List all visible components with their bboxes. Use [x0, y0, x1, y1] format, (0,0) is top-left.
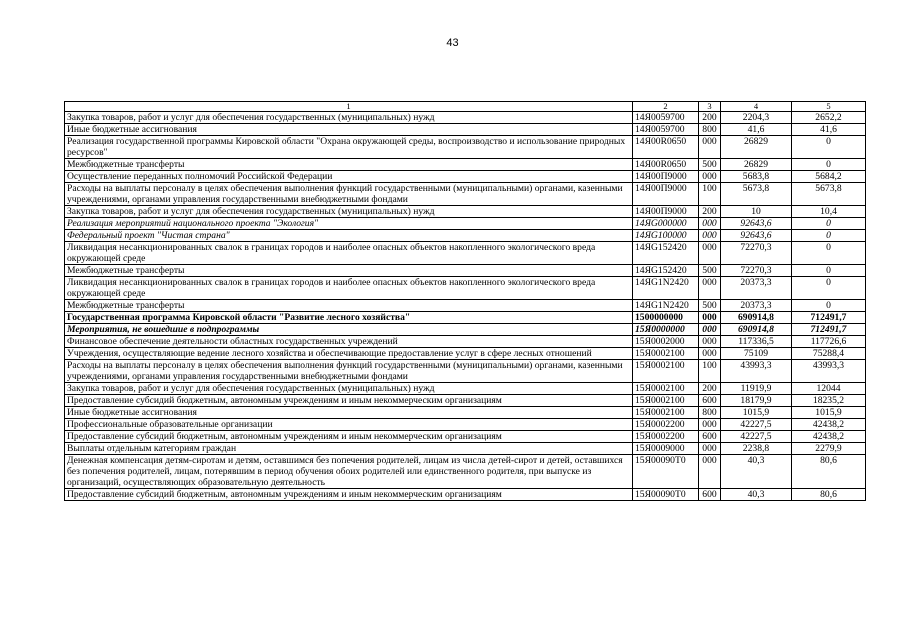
table-row	[65, 136, 866, 159]
row-code-cell: 14Я00R0650	[633, 159, 699, 171]
row-name-cell: Учреждения, осуществляющие ведение лесного хозяйства и обеспечивающие предоставление услуг в сфере лесных отношений	[65, 348, 633, 360]
row-value-2019-cell: 92643,6	[721, 230, 792, 242]
row-type-cell: 000	[699, 136, 721, 159]
row-value-2020-cell: 0	[792, 136, 866, 159]
row-value-2020-cell: 0	[792, 159, 866, 171]
column-header-3: 3	[699, 102, 721, 112]
row-name-cell: Межбюджетные трансферты	[65, 300, 633, 312]
row-value-2019-cell: 26829	[721, 159, 792, 171]
table-row	[65, 383, 866, 395]
row-type-cell: 500	[699, 159, 721, 171]
table-row	[65, 324, 866, 336]
column-header-1: 1	[65, 102, 633, 112]
table-row	[65, 443, 866, 455]
row-value-2019-cell: 5683,8	[721, 171, 792, 183]
row-type-cell: 800	[699, 124, 721, 136]
row-value-2019-cell: 43993,3	[721, 360, 792, 383]
row-code-cell: 15Я0002100	[633, 407, 699, 419]
row-value-2019-cell: 75109	[721, 348, 792, 360]
row-code-cell: 15Я00090Т0	[633, 455, 699, 489]
table-row	[65, 265, 866, 277]
row-code-cell: 15Я0002100	[633, 395, 699, 407]
row-code-cell: 15Я0000000	[633, 324, 699, 336]
row-value-2019-cell: 42227,5	[721, 431, 792, 443]
row-value-2019-cell: 690914,8	[721, 324, 792, 336]
row-type-cell: 600	[699, 431, 721, 443]
row-type-cell: 000	[699, 455, 721, 489]
row-value-2020-cell: 75288,4	[792, 348, 866, 360]
row-value-2020-cell: 2652,2	[792, 112, 866, 124]
table-row	[65, 336, 866, 348]
row-name-cell: Закупка товаров, работ и услуг для обеспечения государственных (муниципальных) нужд	[65, 112, 633, 124]
row-name-cell: Мероприятия, не вошедшие в подпрограммы	[65, 324, 633, 336]
row-value-2020-cell: 1015,9	[792, 407, 866, 419]
row-code-cell: 14Я0059700	[633, 112, 699, 124]
row-type-cell: 000	[699, 348, 721, 360]
row-code-cell: 14ЯG1N2420	[633, 300, 699, 312]
row-name-cell: Реализация государственной программы Кировской области "Охрана окружающей среды, воспроизводство и использование природных ресурсов"	[65, 136, 633, 159]
column-header-5: 5	[792, 102, 866, 112]
row-code-cell: 14Я0059700	[633, 124, 699, 136]
row-name-cell: Закупка товаров, работ и услуг для обеспечения государственных (муниципальных) нужд	[65, 206, 633, 218]
table-row	[65, 300, 866, 312]
row-code-cell: 15Я00090Т0	[633, 489, 699, 501]
row-value-2020-cell: 41,6	[792, 124, 866, 136]
row-value-2020-cell: 0	[792, 265, 866, 277]
row-value-2020-cell: 12044	[792, 383, 866, 395]
row-value-2019-cell: 40,3	[721, 489, 792, 501]
row-code-cell: 15Я0002100	[633, 383, 699, 395]
row-name-cell: Иные бюджетные ассигнования	[65, 407, 633, 419]
row-code-cell: 14Я00R0650	[633, 136, 699, 159]
row-value-2020-cell: 0	[792, 218, 866, 230]
row-value-2019-cell: 20373,3	[721, 277, 792, 300]
row-code-cell: 1500000000	[633, 312, 699, 324]
row-value-2020-cell: 42438,2	[792, 419, 866, 431]
row-value-2020-cell: 10,4	[792, 206, 866, 218]
row-type-cell: 200	[699, 206, 721, 218]
row-name-cell: Ликвидация несанкционированных свалок в границах городов и наиболее опасных объектов накопленного экологического вреда окружающей среде	[65, 242, 633, 265]
row-code-cell: 15Я0002100	[633, 360, 699, 383]
table-row	[65, 348, 866, 360]
row-value-2020-cell: 0	[792, 300, 866, 312]
table-row	[65, 360, 866, 383]
row-value-2020-cell: 80,6	[792, 455, 866, 489]
row-type-cell: 000	[699, 171, 721, 183]
row-value-2019-cell: 20373,3	[721, 300, 792, 312]
row-name-cell: Закупка товаров, работ и услуг для обеспечения государственных (муниципальных) нужд	[65, 383, 633, 395]
table-row	[65, 112, 866, 124]
row-value-2020-cell: 0	[792, 242, 866, 265]
row-value-2019-cell: 40,3	[721, 455, 792, 489]
row-code-cell: 14Я00П9000	[633, 171, 699, 183]
row-code-cell: 14Я00П9000	[633, 183, 699, 206]
row-value-2020-cell: 18235,2	[792, 395, 866, 407]
table-row	[65, 124, 866, 136]
table-row	[65, 171, 866, 183]
row-value-2020-cell: 43993,3	[792, 360, 866, 383]
row-code-cell: 14ЯG1N2420	[633, 277, 699, 300]
row-type-cell: 000	[699, 443, 721, 455]
row-value-2019-cell: 18179,9	[721, 395, 792, 407]
row-type-cell: 000	[699, 230, 721, 242]
row-name-cell: Реализация мероприятий национального проекта "Экология"	[65, 218, 633, 230]
row-type-cell: 000	[699, 242, 721, 265]
row-value-2020-cell: 80,6	[792, 489, 866, 501]
row-type-cell: 800	[699, 407, 721, 419]
table-row	[65, 395, 866, 407]
row-name-cell: Межбюджетные трансферты	[65, 159, 633, 171]
row-value-2019-cell: 2204,3	[721, 112, 792, 124]
table-row	[65, 455, 866, 489]
row-code-cell: 14ЯG100000	[633, 230, 699, 242]
row-type-cell: 500	[699, 265, 721, 277]
row-name-cell: Выплаты отдельным категориям граждан	[65, 443, 633, 455]
row-code-cell: 15Я0009000	[633, 443, 699, 455]
row-type-cell: 100	[699, 360, 721, 383]
row-type-cell: 000	[699, 312, 721, 324]
row-name-cell: Предоставление субсидий бюджетным, автономным учреждениям и иным некоммерческим организациям	[65, 395, 633, 407]
row-type-cell: 500	[699, 300, 721, 312]
row-value-2020-cell: 2279,9	[792, 443, 866, 455]
table-row	[65, 230, 866, 242]
row-value-2019-cell: 690914,8	[721, 312, 792, 324]
row-value-2020-cell: 117726,6	[792, 336, 866, 348]
column-header-2: 2	[633, 102, 699, 112]
row-value-2020-cell: 0	[792, 230, 866, 242]
row-name-cell: Финансовое обеспечение деятельности областных государственных учреждений	[65, 336, 633, 348]
row-code-cell: 15Я0002200	[633, 431, 699, 443]
row-value-2019-cell: 72270,3	[721, 242, 792, 265]
row-value-2019-cell: 117336,5	[721, 336, 792, 348]
table-row	[65, 242, 866, 265]
row-value-2020-cell: 5673,8	[792, 183, 866, 206]
row-name-cell: Профессиональные образовательные организации	[65, 419, 633, 431]
row-type-cell: 000	[699, 336, 721, 348]
table-row	[65, 431, 866, 443]
budget-table	[64, 101, 866, 501]
table-row	[65, 183, 866, 206]
page-number: 43	[446, 37, 459, 49]
row-value-2019-cell: 41,6	[721, 124, 792, 136]
row-value-2020-cell: 42438,2	[792, 431, 866, 443]
row-type-cell: 000	[699, 277, 721, 300]
row-value-2020-cell: 0	[792, 277, 866, 300]
row-value-2019-cell: 42227,5	[721, 419, 792, 431]
row-name-cell: Расходы на выплаты персоналу в целях обеспечения выполнения функций государственными (муниципальными) органами, казенными учреждениями, органами управления государственными внебюджетными фондами	[65, 360, 633, 383]
row-code-cell: 14ЯG152420	[633, 242, 699, 265]
table-row	[65, 206, 866, 218]
row-name-cell: Предоставление субсидий бюджетным, автономным учреждениям и иным некоммерческим организациям	[65, 489, 633, 501]
row-name-cell: Иные бюджетные ассигнования	[65, 124, 633, 136]
row-type-cell: 000	[699, 324, 721, 336]
row-type-cell: 600	[699, 489, 721, 501]
row-value-2019-cell: 26829	[721, 136, 792, 159]
table-row	[65, 419, 866, 431]
row-code-cell: 15Я0002100	[633, 348, 699, 360]
row-value-2020-cell: 712491,7	[792, 324, 866, 336]
table-row	[65, 312, 866, 324]
column-header-4: 4	[721, 102, 792, 112]
table-row	[65, 159, 866, 171]
row-value-2020-cell: 712491,7	[792, 312, 866, 324]
row-value-2019-cell: 92643,6	[721, 218, 792, 230]
row-value-2019-cell: 5673,8	[721, 183, 792, 206]
row-name-cell: Межбюджетные трансферты	[65, 265, 633, 277]
row-name-cell: Предоставление субсидий бюджетным, автономным учреждениям и иным некоммерческим организациям	[65, 431, 633, 443]
row-type-cell: 000	[699, 419, 721, 431]
row-name-cell: Федеральный проект "Чистая страна"	[65, 230, 633, 242]
row-name-cell: Государственная программа Кировской области "Развитие лесного хозяйства"	[65, 312, 633, 324]
row-value-2019-cell: 11919,9	[721, 383, 792, 395]
row-value-2020-cell: 5684,2	[792, 171, 866, 183]
row-name-cell: Ликвидация несанкционированных свалок в границах городов и наиболее опасных объектов накопленного экологического вреда окружающей среде	[65, 277, 633, 300]
row-code-cell: 15Я0002200	[633, 419, 699, 431]
table-row	[65, 218, 866, 230]
row-value-2019-cell: 1015,9	[721, 407, 792, 419]
row-code-cell: 14ЯG000000	[633, 218, 699, 230]
row-type-cell: 100	[699, 183, 721, 206]
row-value-2019-cell: 2238,8	[721, 443, 792, 455]
row-type-cell: 000	[699, 218, 721, 230]
row-code-cell: 15Я0002000	[633, 336, 699, 348]
row-type-cell: 600	[699, 395, 721, 407]
table-header-row	[65, 102, 866, 112]
table-row	[65, 407, 866, 419]
row-value-2019-cell: 72270,3	[721, 265, 792, 277]
row-type-cell: 200	[699, 112, 721, 124]
row-type-cell: 200	[699, 383, 721, 395]
row-name-cell: Денежная компенсация детям-сиротам и детям, оставшимся без попечения родителей, лицам из числа детей-сирот и детей, оставшихся без попечения родителей, лицам, потерявшим в период обучения обоих родителей или единственного родителя, при выпуске из организаций, осуществляющих образовательную деятельность	[65, 455, 633, 489]
row-name-cell: Расходы на выплаты персоналу в целях обеспечения выполнения функций государственными (муниципальными) органами, казенными учреждениями, органами управления государственными внебюджетными фондами	[65, 183, 633, 206]
row-value-2019-cell: 10	[721, 206, 792, 218]
table-row	[65, 277, 866, 300]
table-row	[65, 489, 866, 501]
row-code-cell: 14Я00П9000	[633, 206, 699, 218]
row-name-cell: Осуществление переданных полномочий Российской Федерации	[65, 171, 633, 183]
row-code-cell: 14ЯG152420	[633, 265, 699, 277]
